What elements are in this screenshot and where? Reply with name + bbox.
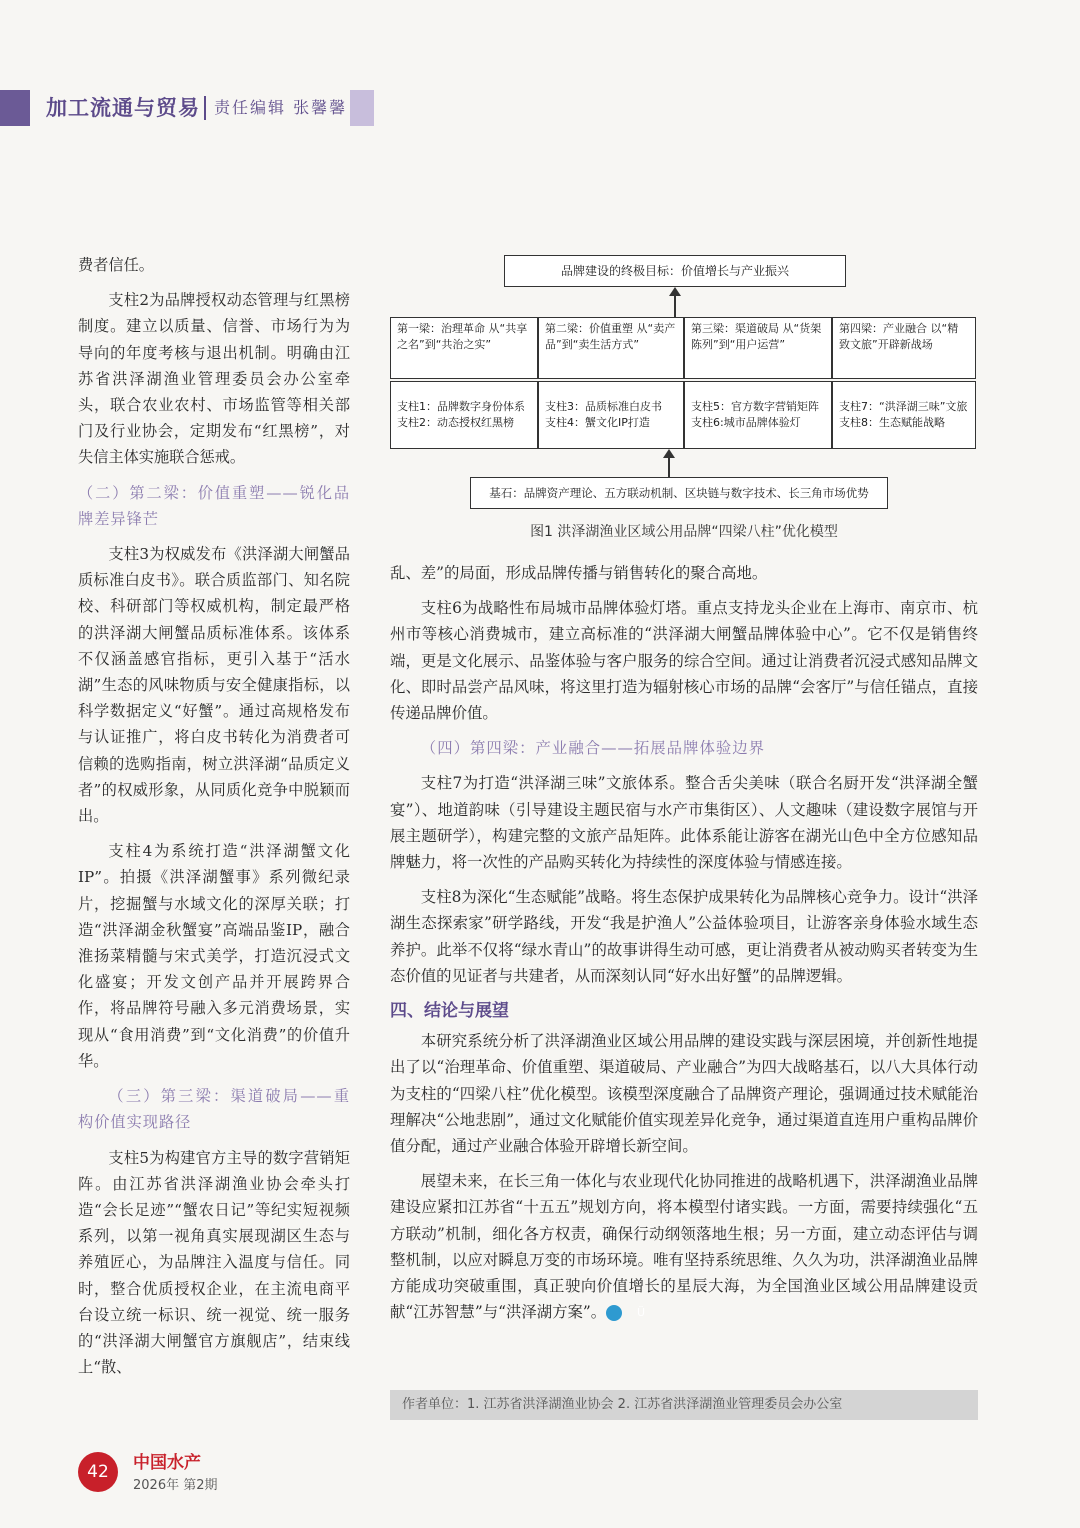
- left-column: [78, 252, 350, 1389]
- arrow-up-icon: [668, 457, 670, 477]
- paragraph: 支柱6为战略性布局城市品牌体验灯塔。重点支持龙头企业在上海市、南京市、杭州市等核心消费城市，建立高标准的“洪泽湖大闸蟹品牌体验中心”。它不仅是销售终端，更是文化展示、品鉴体验与客户服务的综合空间。通过让消费者沉浸式感知品牌文化、即时品尝产品风味，将这里打造为辐射核心市场的品牌“会客厅”与信任锚点，直接传递品牌价值。: [390, 599, 978, 723]
- model-figure: [390, 255, 978, 545]
- pillar-label: 支柱3：品质标准白皮书: [545, 400, 662, 413]
- pillar-label: 支柱6:城市品牌体验灯: [691, 416, 801, 429]
- figure-pillar-group-2: [538, 381, 684, 449]
- subheading: （二）第二梁：价值重塑——锐化品牌差异锋芒: [78, 483, 350, 528]
- header-accent-block: [350, 90, 374, 126]
- magazine-logo: 中国水产: [133, 1453, 201, 1473]
- right-column: [390, 560, 978, 1334]
- figure-beam-4: 第四梁：产业融合 以“精致文旅”开辟新战场: [832, 317, 976, 379]
- paragraph: 支柱8为深化“生态赋能”战略。将生态保护成果转化为品牌核心竞争力。设计“洪泽湖生态探索家”研学路线，开发“我是护渔人”公益体验项目，让游客亲身体验水域生态养护。此举不仅将“绿水青山”的故事讲得生动可感，更让消费者从被动购买者转变为生态价值的见证者与共建者，从而深刻认同“好水出好蟹”的品牌逻辑。: [390, 888, 978, 985]
- section-title: 加工流通与贸易: [46, 96, 200, 120]
- subheading: （三）第三梁：渠道破局——重构价值实现路径: [78, 1087, 350, 1132]
- header-accent-bar: [0, 90, 30, 126]
- paragraph: 支柱4为系统打造“洪泽湖蟹文化IP”。拍摄《洪泽湖蟹事》系列微纪录片，挖掘蟹与水域文化的深厚关联；打造“洪泽湖金秋蟹宴”高端品鉴IP，融合淮扬菜精髓与宋式美学，打造沉浸式文化盛宴；开发文创产品并开展跨界合作，将品牌符号融入多元消费场景，实现从“食用消费”到“文化消费”的价值升华。: [78, 842, 350, 1070]
- pillar-label: 支柱2：动态授权红黑榜: [397, 416, 514, 429]
- paragraph: 支柱2为品牌授权动态管理与红黑榜制度。建立以质量、信誉、市场行为为导向的年度考核与退出机制。明确由江苏省洪泽湖渔业管理委员会办公室牵头，联合农业农村、市场监管等相关部门及行业协会，定期发布“红黑榜”，对失信主体实施联合惩戒。: [78, 291, 350, 467]
- section-heading: 四、结论与展望: [390, 1001, 509, 1022]
- paragraph: 本研究系统分析了洪泽湖渔业区域公用品牌的建设实践与深层困境，并创新性地提出了以“治理革命、价值重塑、渠道破局、产业融合”为四大战略基石，以八大具体行动为支柱的“四梁八柱”优化模型。该模型深度融合了品牌资产理论，强调通过技术赋能治理解决“公地悲剧”，通过文化赋能价值实现差异化竞争，通过渠道直连用户重构品牌价值分配，通过产业融合体验开辟增长新空间。: [390, 1032, 978, 1156]
- figure-pillar-group-4: [832, 381, 976, 449]
- editor-credit: 责任编辑 张馨馨: [214, 98, 348, 117]
- author-affiliation: 作者单位：1. 江苏省洪泽湖渔业协会 2. 江苏省洪泽湖渔业管理委员会办公室: [390, 1390, 978, 1420]
- paragraph: 支柱3为权威发布《洪泽湖大闸蟹品质标准白皮书》。联合质监部门、知名院校、科研部门等权威机构，制定最严格的洪泽湖大闸蟹品质标准体系。该体系不仅涵盖感官指标，更引入基于“活水湖”生态的风味物质与安全健康指标，以科学数据定义“好蟹”。通过高规格发布与认证推广，将白皮书转化为消费者可信赖的选购指南，树立洪泽湖“品质定义者”的权威形象，从同质化竞争中脱颖而出。: [78, 545, 350, 826]
- pillar-label: 支柱5：官方数字营销矩阵: [691, 400, 819, 413]
- paragraph-text: 展望未来，在长三角一体化与农业现代化协同推进的战略机遇下，洪泽湖渔业品牌建设应紧扣江苏省“十五五”规划方向，将本模型付诸实践。一方面，需要持续强化“五方联动”机制，细化各方权责，确保行动纲领落地生根；另一方面，建立动态评估与调整机制，以应对瞬息万变的市场环境。唯有坚持系统思维、久久为功，洪泽湖渔业品牌方能成功突破重围，真正驶向价值增长的星辰大海，为全国渔业区域公用品牌建设贡献“江苏智慧”与“洪泽湖方案”。: [390, 1172, 978, 1322]
- figure-pillar-group-1: [390, 381, 538, 449]
- pillar-label: 支柱1：品牌数字身份体系: [397, 400, 525, 413]
- figure-beam-3: 第三梁：渠道破局 从“货架陈列”到“用户运营”: [684, 317, 832, 379]
- pillar-label: 支柱8：生态赋能战略: [839, 416, 945, 429]
- paragraph: [390, 1168, 978, 1325]
- issue-label: 2026年 第2期: [133, 1478, 218, 1493]
- paragraph: 支柱5为构建官方主导的数字营销矩阵。由江苏省洪泽湖渔业协会牵头打造“会长足迹”“蟹农日记”等纪实短视频系列，以第一视角真实展现湖区生态与养殖匠心，为品牌注入温度与信任。同时，整合优质授权企业，在主流电商平台设立统一标识、统一视觉、统一服务的“洪泽湖大闸蟹官方旗舰店”，结束线上“散、: [78, 1148, 350, 1377]
- figure-goal-box: 品牌建设的终极目标：价值增长与产业振兴: [504, 255, 846, 287]
- paragraph: 乱、差”的局面，形成品牌传播与销售转化的聚合高地。: [390, 564, 768, 582]
- pillar-label: 支柱7：“洪泽湖三味”文旅: [839, 400, 968, 413]
- figure-beam-2: 第二梁：价值重塑 从“卖产品”到“卖生活方式”: [538, 317, 684, 379]
- figure-pillar-group-3: [684, 381, 832, 449]
- page-number: 42: [78, 1452, 118, 1492]
- figure-beam-1: 第一梁：治理革命 从“共享之名”到“共治之实”: [390, 317, 538, 379]
- paragraph: 费者信任。: [78, 256, 154, 274]
- figure-base-box: 基石：品牌资产理论、五方联动机制、区块链与数字技术、长三角市场优势: [470, 477, 888, 509]
- header-divider: [204, 96, 206, 120]
- paragraph: 支柱7为打造“洪泽湖三味”文旅体系。整合舌尖美味（联合名厨开发“洪泽湖全蟹宴”）、地道韵味（引导建设主题民宿与水产市集街区）、人文趣味（建设数字展馆与开展主题研学），构建完整的文旅产品矩阵。此体系能让游客在湖光山色中全方位感知品牌魅力，将一次性的产品购买转化为持续性的深度体验与情感连接。: [390, 774, 978, 872]
- figure-caption: 图1 洪泽湖渔业区域公用品牌“四梁八柱”优化模型: [530, 524, 838, 540]
- pillar-label: 支柱4：蟹文化IP打造: [545, 416, 650, 429]
- subheading: （四）第四梁：产业融合——拓展品牌体验边界: [420, 739, 766, 758]
- end-mark-icon: Ü: [606, 1305, 622, 1321]
- arrow-up-icon: [674, 295, 676, 317]
